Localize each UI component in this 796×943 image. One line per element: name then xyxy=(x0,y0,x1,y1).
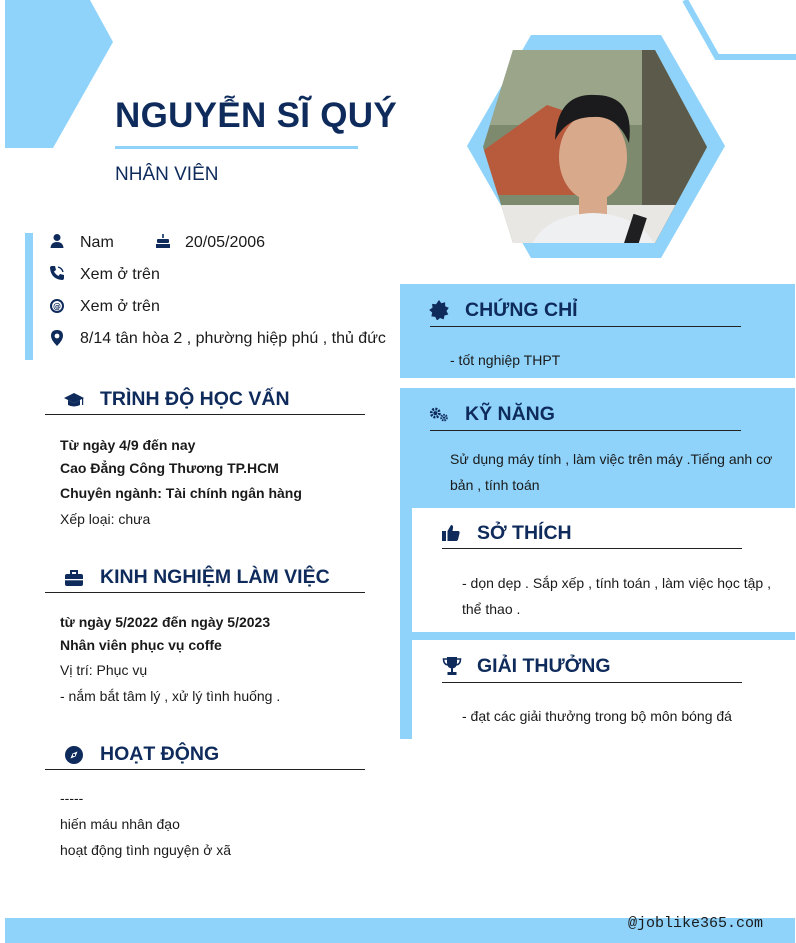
cake-icon xyxy=(155,233,171,249)
education-title: TRÌNH ĐỘ HỌC VẤN xyxy=(100,388,290,410)
awards-text: - đạt các giải thưởng trong bộ môn bóng đá xyxy=(462,708,732,724)
badge-icon xyxy=(429,300,449,320)
birthday-value: 20/05/2006 xyxy=(185,234,266,251)
awards-title: GIẢI THƯỞNG xyxy=(477,655,611,677)
thumbs-up-icon xyxy=(441,523,461,543)
education-major: Chuyên ngành: Tài chính ngân hàng xyxy=(60,485,302,501)
gears-icon xyxy=(429,404,449,424)
education-school: Cao Đẳng Công Thương TP.HCM xyxy=(60,460,279,476)
experience-position: Vị trí: Phục vụ xyxy=(60,662,148,678)
address-value: 8/14 tân hòa 2 , phường hiệp phú , thủ đức xyxy=(80,330,386,347)
at-icon xyxy=(49,298,65,314)
hobbies-title: SỞ THÍCH xyxy=(477,522,572,544)
experience-period: từ ngày 5/2022 đến ngày 5/2023 xyxy=(60,614,271,630)
skills-title: KỸ NĂNG xyxy=(465,403,555,425)
decor-hexagon-left xyxy=(5,0,113,148)
activities-line: hiến máu nhân đạo xyxy=(60,816,180,832)
experience-divider xyxy=(45,592,365,593)
activities-title: HOẠT ĐỘNG xyxy=(100,743,220,765)
certificates-text: - tốt nghiệp THPT xyxy=(450,352,561,368)
contact-accent-bar xyxy=(25,233,33,360)
hobbies-divider xyxy=(442,548,742,549)
education-divider xyxy=(45,414,365,415)
hobbies-text: - dọn dẹp . Sắp xếp , tính toán , làm việc học tập , thể thao . xyxy=(462,575,771,617)
profile-photo xyxy=(467,35,725,258)
education-period: Từ ngày 4/9 đến nay xyxy=(60,437,196,453)
name-underline xyxy=(115,146,358,149)
skills-divider xyxy=(430,430,741,431)
briefcase-icon xyxy=(64,568,84,588)
phone-value: Xem ở trên xyxy=(80,266,160,283)
experience-title: KINH NGHIỆM LÀM VIỆC xyxy=(100,566,330,588)
awards-divider xyxy=(442,682,742,683)
gender-value: Nam xyxy=(80,234,114,251)
certificates-divider xyxy=(430,326,741,327)
experience-detail: - nắm bắt tâm lý , xử lý tình huống . xyxy=(60,688,281,704)
person-name: NGUYỄN SĨ QUÝ xyxy=(115,96,398,135)
certificates-title: CHỨNG CHỈ xyxy=(465,299,578,321)
compass-icon xyxy=(64,745,84,765)
svg-text:@: @ xyxy=(53,302,61,311)
job-title: NHÂN VIÊN xyxy=(115,164,219,185)
user-icon xyxy=(49,233,65,249)
skills-text: Sử dụng máy tính , làm việc trên máy .Tiếng anh cơ bản , tính toán xyxy=(450,451,773,493)
activities-divider xyxy=(45,769,365,770)
education-grade: Xếp loại: chưa xyxy=(60,511,151,527)
location-icon xyxy=(49,330,65,346)
graduation-cap-icon xyxy=(64,390,84,410)
experience-company: Nhân viên phục vụ coffe xyxy=(60,637,222,653)
activities-line: hoạt động tình nguyện ở xã xyxy=(60,842,232,858)
email-value: Xem ở trên xyxy=(80,298,160,315)
trophy-icon xyxy=(442,656,462,676)
phone-icon xyxy=(49,265,65,281)
activities-line: ----- xyxy=(60,790,84,806)
footer-watermark: @joblike365.com xyxy=(628,915,764,932)
